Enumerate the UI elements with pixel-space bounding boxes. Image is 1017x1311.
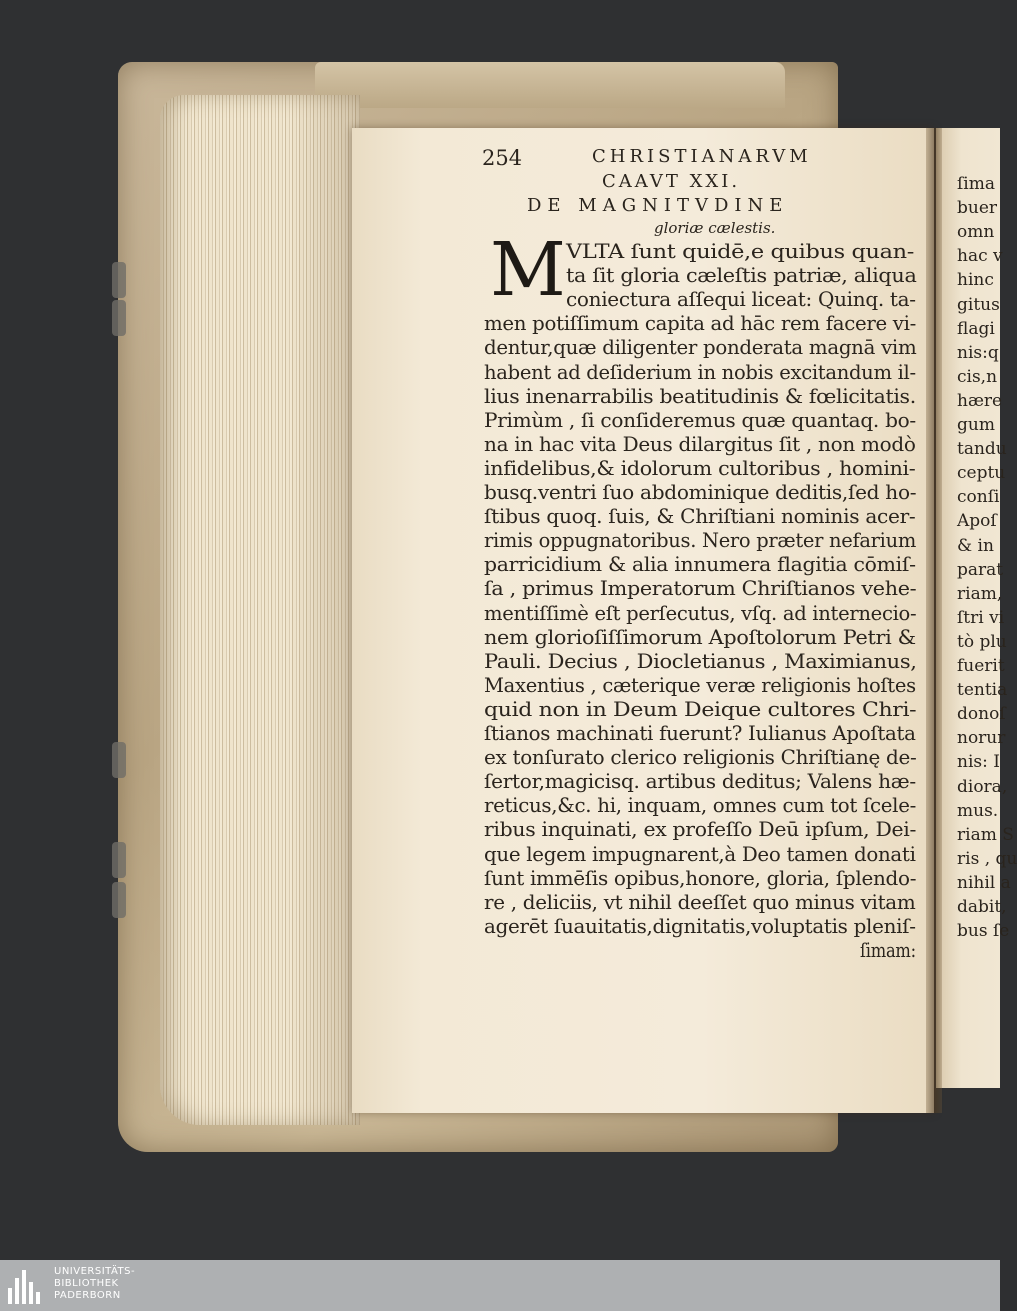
facing-line: cis,n — [957, 366, 998, 387]
facing-line: ſima — [957, 174, 995, 194]
facing-line: nis:q — [957, 342, 999, 363]
body-line: reticus,&c. hi, inquam, omnes cum tot ſcele- — [484, 794, 916, 818]
facing-line: fuerit — [957, 656, 1005, 676]
body-line: habent ad deſiderium in nobis excitandum il- — [484, 360, 916, 384]
chapter-subtitle: gloriæ cælestis. — [654, 219, 776, 237]
drop-cap: M — [490, 227, 566, 313]
facing-line: nihil a — [957, 872, 1011, 893]
facing-line: tentia — [957, 680, 1008, 701]
body-line: parricidium & alia innumera flagitia cōmiſ- — [484, 553, 916, 577]
facing-line: Apoſ — [957, 511, 997, 532]
body-line: coniectura aſſequi liceat: Quinq. ta- — [566, 288, 916, 312]
body-line: agerēt ſuauitatis,dignitatis,voluptatis pleniſ- — [484, 914, 916, 938]
clasp-mark — [112, 842, 126, 878]
body-line: VLTA ſunt quidē,e quibus quan- — [566, 240, 915, 263]
facing-line: omn — [957, 222, 995, 243]
body-line: mentiſſimè eſt perſecutus, vſq. ad internecio- — [484, 601, 917, 625]
body-line: Pauli. Decius , Diocletianus , Maximianus, — [484, 649, 917, 673]
facing-line: mus. — [957, 800, 999, 821]
clasp-mark — [112, 882, 126, 918]
body-line: ſtianos machinati fuerunt? Iulianus Apoſtata — [484, 722, 916, 745]
facing-line: dabit, — [957, 897, 1007, 917]
clasp-mark — [112, 742, 126, 778]
body-line: lius inenarrabilis beatitudinis & fœlicitatis. — [484, 384, 916, 408]
facing-line: bus ſe — [957, 921, 1010, 942]
book-cover-top — [315, 62, 785, 108]
facing-line: hinc — [957, 270, 994, 291]
body-line: ſimam: — [860, 938, 916, 962]
library-name-line3: PADERBORN — [54, 1290, 121, 1301]
facing-line: parat — [957, 559, 1004, 580]
body-line: ſertor,magicisq. artibus deditus; Valens hæ- — [484, 770, 916, 794]
page-edges — [160, 95, 360, 1125]
facing-line: ceptu — [957, 463, 1006, 484]
running-head: CHRISTIANARVM — [592, 146, 812, 167]
body-line: na in hac vita Deus dilargitus ſit , non modò — [484, 432, 916, 456]
body-line: busq.ventri ſuo abdominique deditis,ſed ho- — [484, 481, 917, 504]
facing-line: tò plu — [957, 631, 1007, 652]
facing-line: norur — [957, 728, 1006, 749]
body-line: Primùm , ſi conſideremus quæ quantaq. bo- — [484, 408, 916, 432]
body-line: ſa , primus Imperatorum Chriſtianos vehe- — [484, 577, 917, 601]
facing-line: diora, — [957, 776, 1008, 797]
facing-line: ris , qu — [957, 848, 1017, 869]
body-line: ſunt immēſis opibus,honore, gloria, ſplendo- — [484, 866, 917, 890]
body-line: que legem impugnarent,à Deo tamen donati — [484, 842, 916, 866]
body-line: nem glorioſiſſimorum Apoſtolorum Petri & — [484, 625, 916, 649]
library-name-line2: BIBLIOTHEK — [54, 1278, 119, 1289]
library-logo-icon — [6, 1268, 46, 1304]
facing-line: conſi — [957, 487, 1000, 508]
facing-line: gum — [957, 415, 995, 435]
facing-line: riam S — [957, 824, 1014, 845]
clasp-mark — [112, 262, 126, 298]
facing-line: hære — [957, 390, 1003, 411]
body-line: men potiſſimum capita ad hāc rem facere vi- — [484, 312, 917, 336]
body-line: ſtibus quoq. ſuis, & Chriſtiani nominis acer- — [484, 505, 916, 529]
facing-line: buer — [957, 198, 998, 219]
facing-line: donoſ — [957, 704, 1006, 725]
chapter-heading: CAAVT XXI. — [602, 171, 741, 192]
body-line: Maxentius , cæterique veræ religionis hoſtes — [484, 673, 916, 697]
page-gutter — [926, 128, 942, 1113]
facing-line: riam, — [957, 583, 1003, 604]
body-line: dentur,quæ diligenter ponderata magnā vim — [484, 336, 917, 360]
body-line: re , deliciis, vt nihil deeſſet quo minus vitam — [484, 890, 916, 914]
body-line: quid non in Deum Deique cultores Chri- — [484, 697, 917, 721]
facing-line: hac v — [957, 246, 1003, 267]
body-line: rimis oppugnatoribus. Nero præter nefarium — [484, 529, 916, 553]
library-name-line1: UNIVERSITÄTS- — [54, 1266, 136, 1277]
body-line: ta ſit gloria cæleſtis patriæ, aliqua — [566, 264, 917, 288]
library-name — [54, 1266, 135, 1302]
facing-line: flagi — [957, 318, 995, 339]
facing-line: nis: I — [957, 752, 1000, 773]
facing-line: & in — [957, 535, 994, 556]
chapter-title: DE MAGNITVDINE — [527, 195, 789, 216]
body-line: infidelibus,& idolorum cultoribus , homini- — [484, 456, 916, 480]
facing-line: ſtri vi — [957, 607, 1005, 628]
facing-line: gitus — [957, 294, 1000, 315]
clasp-mark — [112, 300, 126, 336]
facing-line: tandu — [957, 439, 1007, 460]
body-line: ribus inquinati, ex profeſſo Deū ipſum, Dei- — [484, 818, 917, 842]
footer-bar — [0, 1260, 1000, 1311]
page-number: 254 — [482, 146, 523, 170]
body-line: ex tonſurato clerico religionis Chriſtianę de- — [484, 746, 917, 770]
